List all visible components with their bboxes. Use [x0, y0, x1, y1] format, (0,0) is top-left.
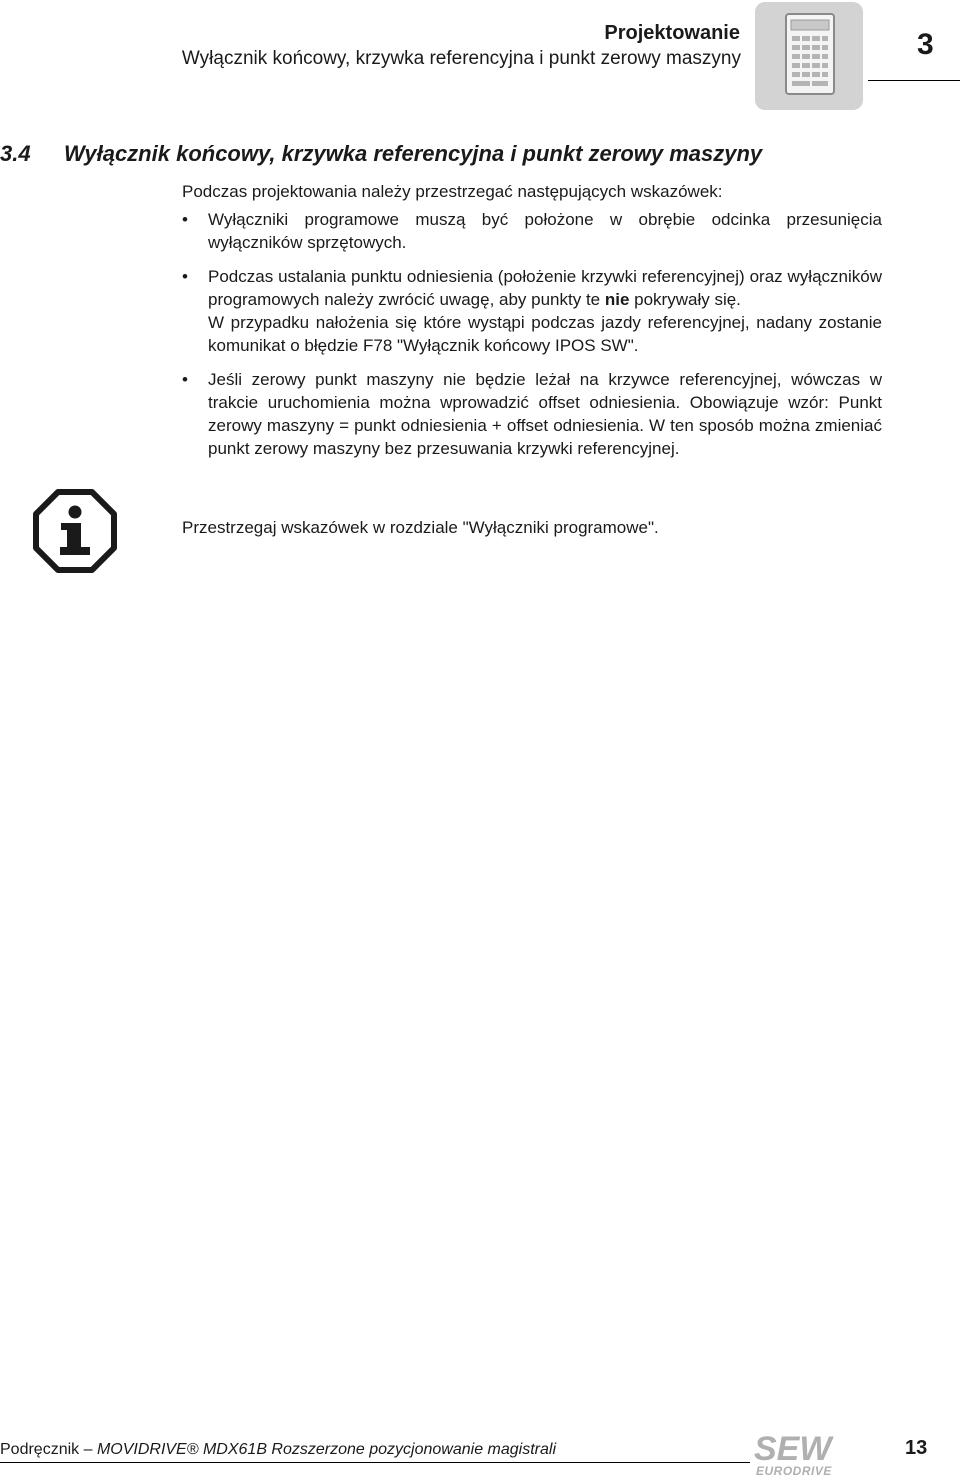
text-run: Podczas ustalania punktu odniesienia (położenie krzywki referencyjnej) oraz wyłączników programowych należy zwrócić uwagę, aby punkty te: [208, 267, 882, 309]
list-item: [182, 208, 882, 254]
list-item-text: [208, 265, 882, 311]
list-item-text: W przypadku nałożenia się które wystąpi podczas jazdy referencyjnej, nadany zostanie komunikat o błędzie F78 "Wyłącznik końcowy IPOS SW".: [208, 313, 882, 355]
logo-sew-text: SEW: [754, 1430, 832, 1468]
footer-divider: [0, 1462, 750, 1463]
list-item: [182, 368, 882, 460]
page-number: 13: [905, 1437, 928, 1459]
list-item: [182, 265, 882, 357]
footer-document-title: [0, 1441, 556, 1459]
header-divider: [868, 80, 960, 81]
emphasis-text: nie: [604, 290, 630, 309]
section-subtitle: Wyłącznik końcowy, krzywka referencyjna i punkt zerowy maszyny: [181, 48, 741, 69]
logo-eurodrive-text: EURODRIVE: [756, 1464, 832, 1478]
footer-prefix: Podręcznik –: [0, 1441, 97, 1458]
text-run: pokrywały się.: [629, 290, 741, 309]
chapter-title: Projektowanie: [604, 22, 740, 44]
section-number: 3.4: [0, 141, 31, 166]
intro-paragraph: Podczas projektowania należy przestrzegać następujących wskazówek:: [182, 182, 723, 201]
list-item-text: • Jeśli zerowy punkt maszyny nie będzie leżał na krzywce referencyjnej, wówczas w trakcie uruchomienia można wprowadzić offset odniesienia. Obowiązuje wzór: Punkt zerowy maszyny = punkt odniesienia + offset odniesienia. W ten sposób można zmieniać punkt zerowy maszyny bez przesuwania krzywki referencyjnej.: [208, 370, 882, 458]
section-title: Wyłącznik końcowy, krzywka referencyjna i punkt zerowy maszyny: [64, 141, 763, 166]
sew-eurodrive-logo: [752, 1430, 862, 1483]
guideline-list: [182, 208, 882, 471]
info-note-text: Przestrzegaj wskazówek w rozdziale "Wyłączniki programowe".: [182, 518, 659, 537]
info-icon: [33, 489, 117, 578]
chapter-number: 3: [917, 28, 934, 61]
section-heading: [0, 141, 762, 167]
footer-title: MOVIDRIVE® MDX61B Rozszerzone pozycjonowanie magistrali: [96, 1441, 557, 1458]
calculator-icon: [755, 2, 863, 110]
list-item-text: • Wyłączniki programowe muszą być położone w obrębie odcinka przesunięcia wyłączników sprzętowych.: [208, 210, 882, 252]
